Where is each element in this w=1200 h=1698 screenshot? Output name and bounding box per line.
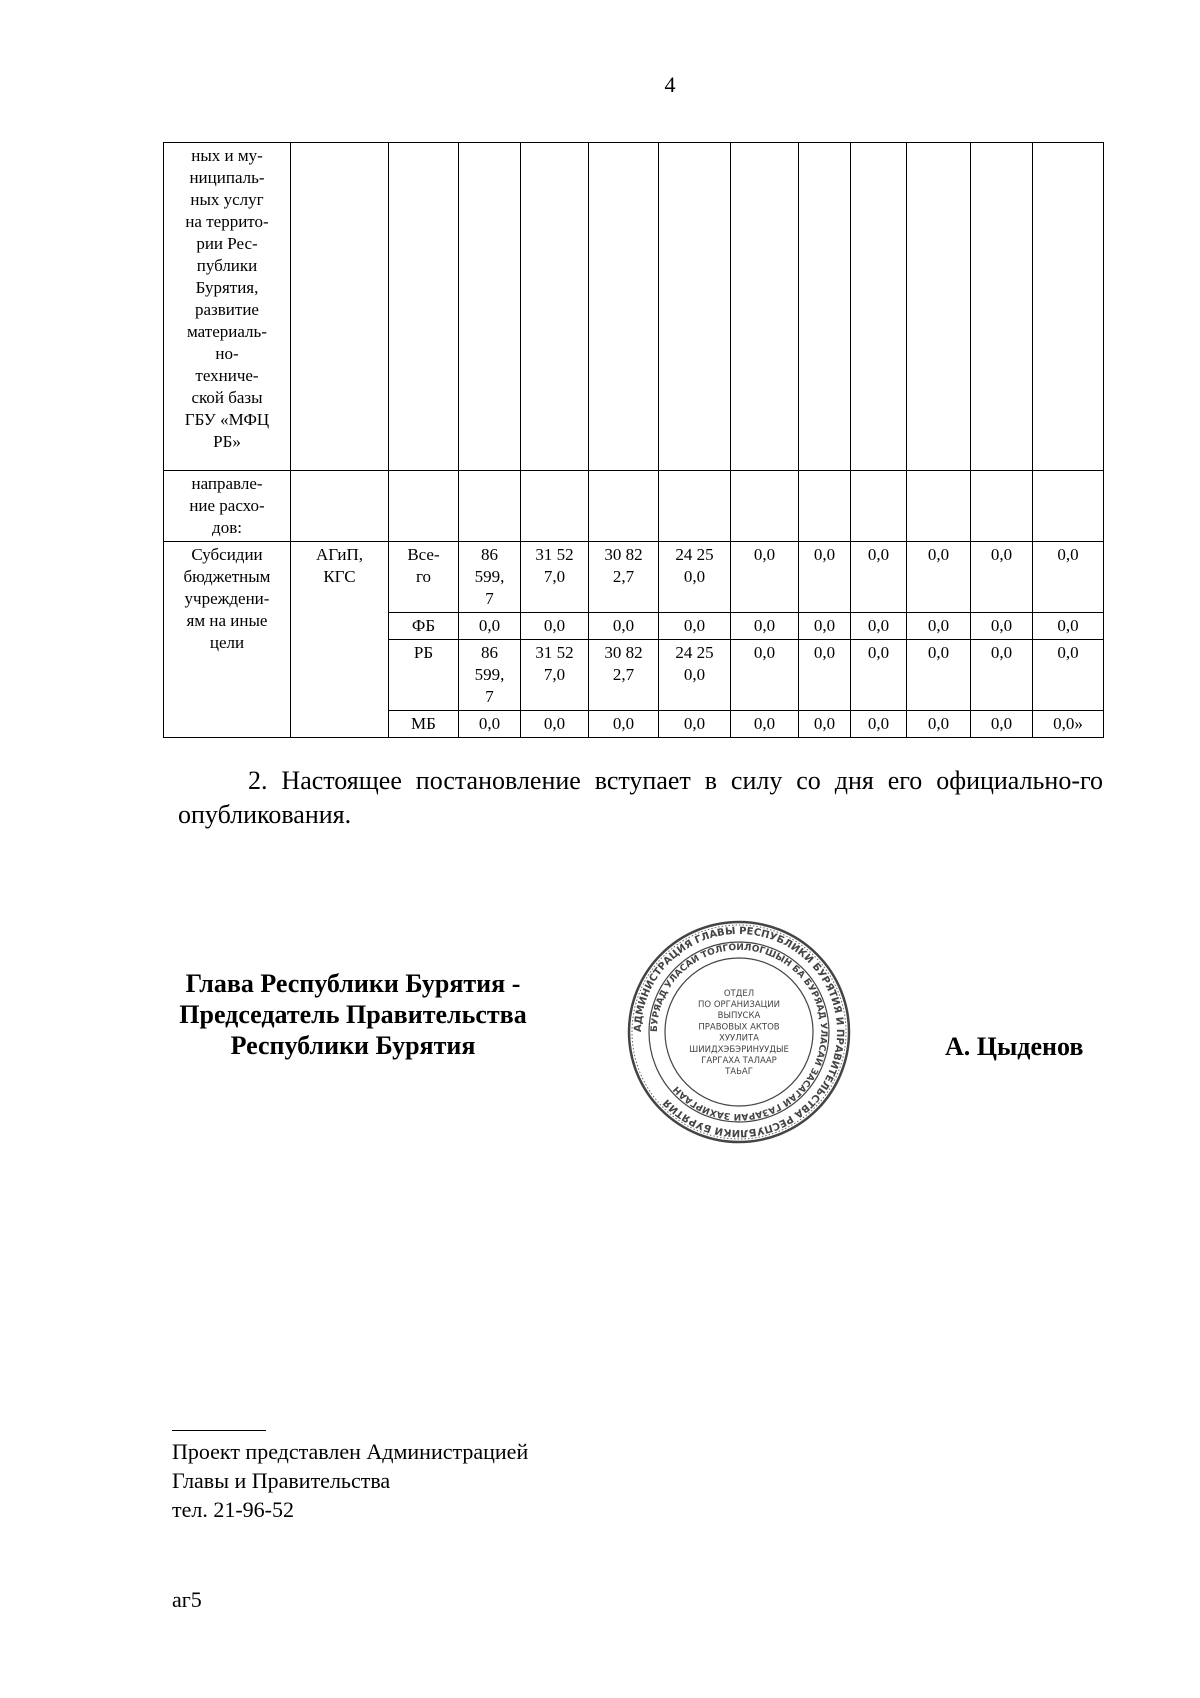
- footnote-line: Проект представлен Администрацией: [172, 1439, 529, 1464]
- direction-cell: [164, 471, 291, 542]
- footnote-phone: тел. 21-96-52: [172, 1497, 295, 1522]
- seal-center-line: ПО ОРГАНИЗАЦИИ: [698, 1000, 780, 1010]
- value-cell: 0,0: [1033, 613, 1104, 640]
- value-cell: 0,0: [799, 613, 851, 640]
- official-seal: [625, 918, 853, 1146]
- value-cell: 0,0: [907, 613, 971, 640]
- value-cell: 86 599, 7: [459, 640, 521, 711]
- intro-text: ных и му- ниципаль- ных услуг на террито- рии Рес- публики Бурятия, развитие материаль- но- техниче- ской базы ГБУ «МФЦ РБ»: [184, 146, 270, 451]
- value-cell: 86 599, 7: [459, 542, 521, 613]
- value-cell: 0,0: [1033, 542, 1104, 613]
- value-cell: 0,0: [589, 613, 659, 640]
- table-row: [164, 542, 1104, 613]
- funding-source-cell: МБ: [389, 711, 459, 738]
- value-cell: 31 52 7,0: [521, 542, 589, 613]
- value-cell: 0,0: [799, 542, 851, 613]
- seal-center-line: ВЫПУСКА: [717, 1011, 761, 1022]
- value-cell: 0,0: [851, 542, 907, 613]
- value-cell: 0,0: [731, 613, 799, 640]
- budget-table: [163, 142, 1104, 738]
- value-cell: 0,0: [971, 711, 1033, 738]
- seal-center-line: ОТДЕЛ: [723, 988, 755, 999]
- value-cell: 24 25 0,0: [659, 542, 731, 613]
- subsidy-name-cell: Субсидии бюджетным учреждени- ям на иные цели: [164, 542, 291, 738]
- intro-cell: [164, 143, 291, 471]
- executor-cell: АГиП, КГС: [291, 542, 389, 738]
- value-cell: 0,0: [659, 613, 731, 640]
- signatory-title: Глава Республики Бурятия - Председатель Правительства Республики Бурятия: [179, 969, 527, 1060]
- effective-paragraph: 2. Настоящее постановление вступает в силу со дня его официально-го опубликования.: [178, 766, 1103, 829]
- value-cell: 0,0: [731, 711, 799, 738]
- funding-source-cell: Все- го: [389, 542, 459, 613]
- seal-center-line: ШИИДХЭБЭРИНУУДЫЕ: [689, 1044, 789, 1055]
- value-cell: 0,0: [1033, 640, 1104, 711]
- value-cell: 0,0: [851, 711, 907, 738]
- value-cell: 0,0: [659, 711, 731, 738]
- value-cell: 0,0»: [1033, 711, 1104, 738]
- value-cell: 0,0: [851, 640, 907, 711]
- seal-center-line: ПРАВОВЫХ АКТОВ: [698, 1022, 780, 1033]
- footnote-line: Главы и Правительства: [172, 1468, 391, 1493]
- value-cell: 0,0: [799, 640, 851, 711]
- seal-center-line: ГАРГАХА ТАЛААР: [701, 1056, 777, 1066]
- value-cell: 0,0: [907, 542, 971, 613]
- value-cell: 0,0: [971, 640, 1033, 711]
- value-cell: 0,0: [459, 613, 521, 640]
- value-cell: 0,0: [971, 613, 1033, 640]
- seal-center-line: ТАЬАГ: [725, 1067, 753, 1078]
- value-cell: 30 82 2,7: [589, 542, 659, 613]
- value-cell: 0,0: [589, 711, 659, 738]
- footnote: [172, 1437, 528, 1524]
- seal-outer-text: АДМИНИСТРАЦИЯ ГЛАВЫ РЕСПУБЛИКИ БУРЯТИЯ И ПРАВИТЕЛЬСТВА РЕСПУБЛИКИ БУРЯТИЯ: [632, 925, 846, 1139]
- funding-source-cell: ФБ: [389, 613, 459, 640]
- value-cell: 0,0: [731, 640, 799, 711]
- value-cell: 0,0: [971, 542, 1033, 613]
- signatory-name: А. Цыденов: [945, 1032, 1084, 1061]
- value-cell: 0,0: [907, 711, 971, 738]
- value-cell: 24 25 0,0: [659, 640, 731, 711]
- footnote-rule: [172, 1430, 266, 1431]
- value-cell: 0,0: [731, 542, 799, 613]
- funding-source-cell: РБ: [389, 640, 459, 711]
- value-cell: 31 52 7,0: [521, 640, 589, 711]
- value-cell: 0,0: [459, 711, 521, 738]
- value-cell: 0,0: [799, 711, 851, 738]
- seal-center-text: [689, 989, 789, 1077]
- direction-text: направле- ние расхо- дов:: [189, 474, 265, 537]
- document-code: аг5: [172, 1587, 202, 1612]
- page-number: 4: [664, 72, 676, 97]
- value-cell: 0,0: [851, 613, 907, 640]
- value-cell: 30 82 2,7: [589, 640, 659, 711]
- seal-inner-text: БУРЯАД УЛАСАЙ ТОЛГОЙЛОГШЫН БА БУРЯАД УЛАСАЙ ЗАСАГАЙ ГАЗАРАЙ ЗАХИРГААН: [649, 942, 829, 1122]
- value-cell: 0,0: [907, 640, 971, 711]
- value-cell: 0,0: [521, 613, 589, 640]
- seal-center-line: ХУУЛИТА: [719, 1033, 759, 1044]
- value-cell: 0,0: [521, 711, 589, 738]
